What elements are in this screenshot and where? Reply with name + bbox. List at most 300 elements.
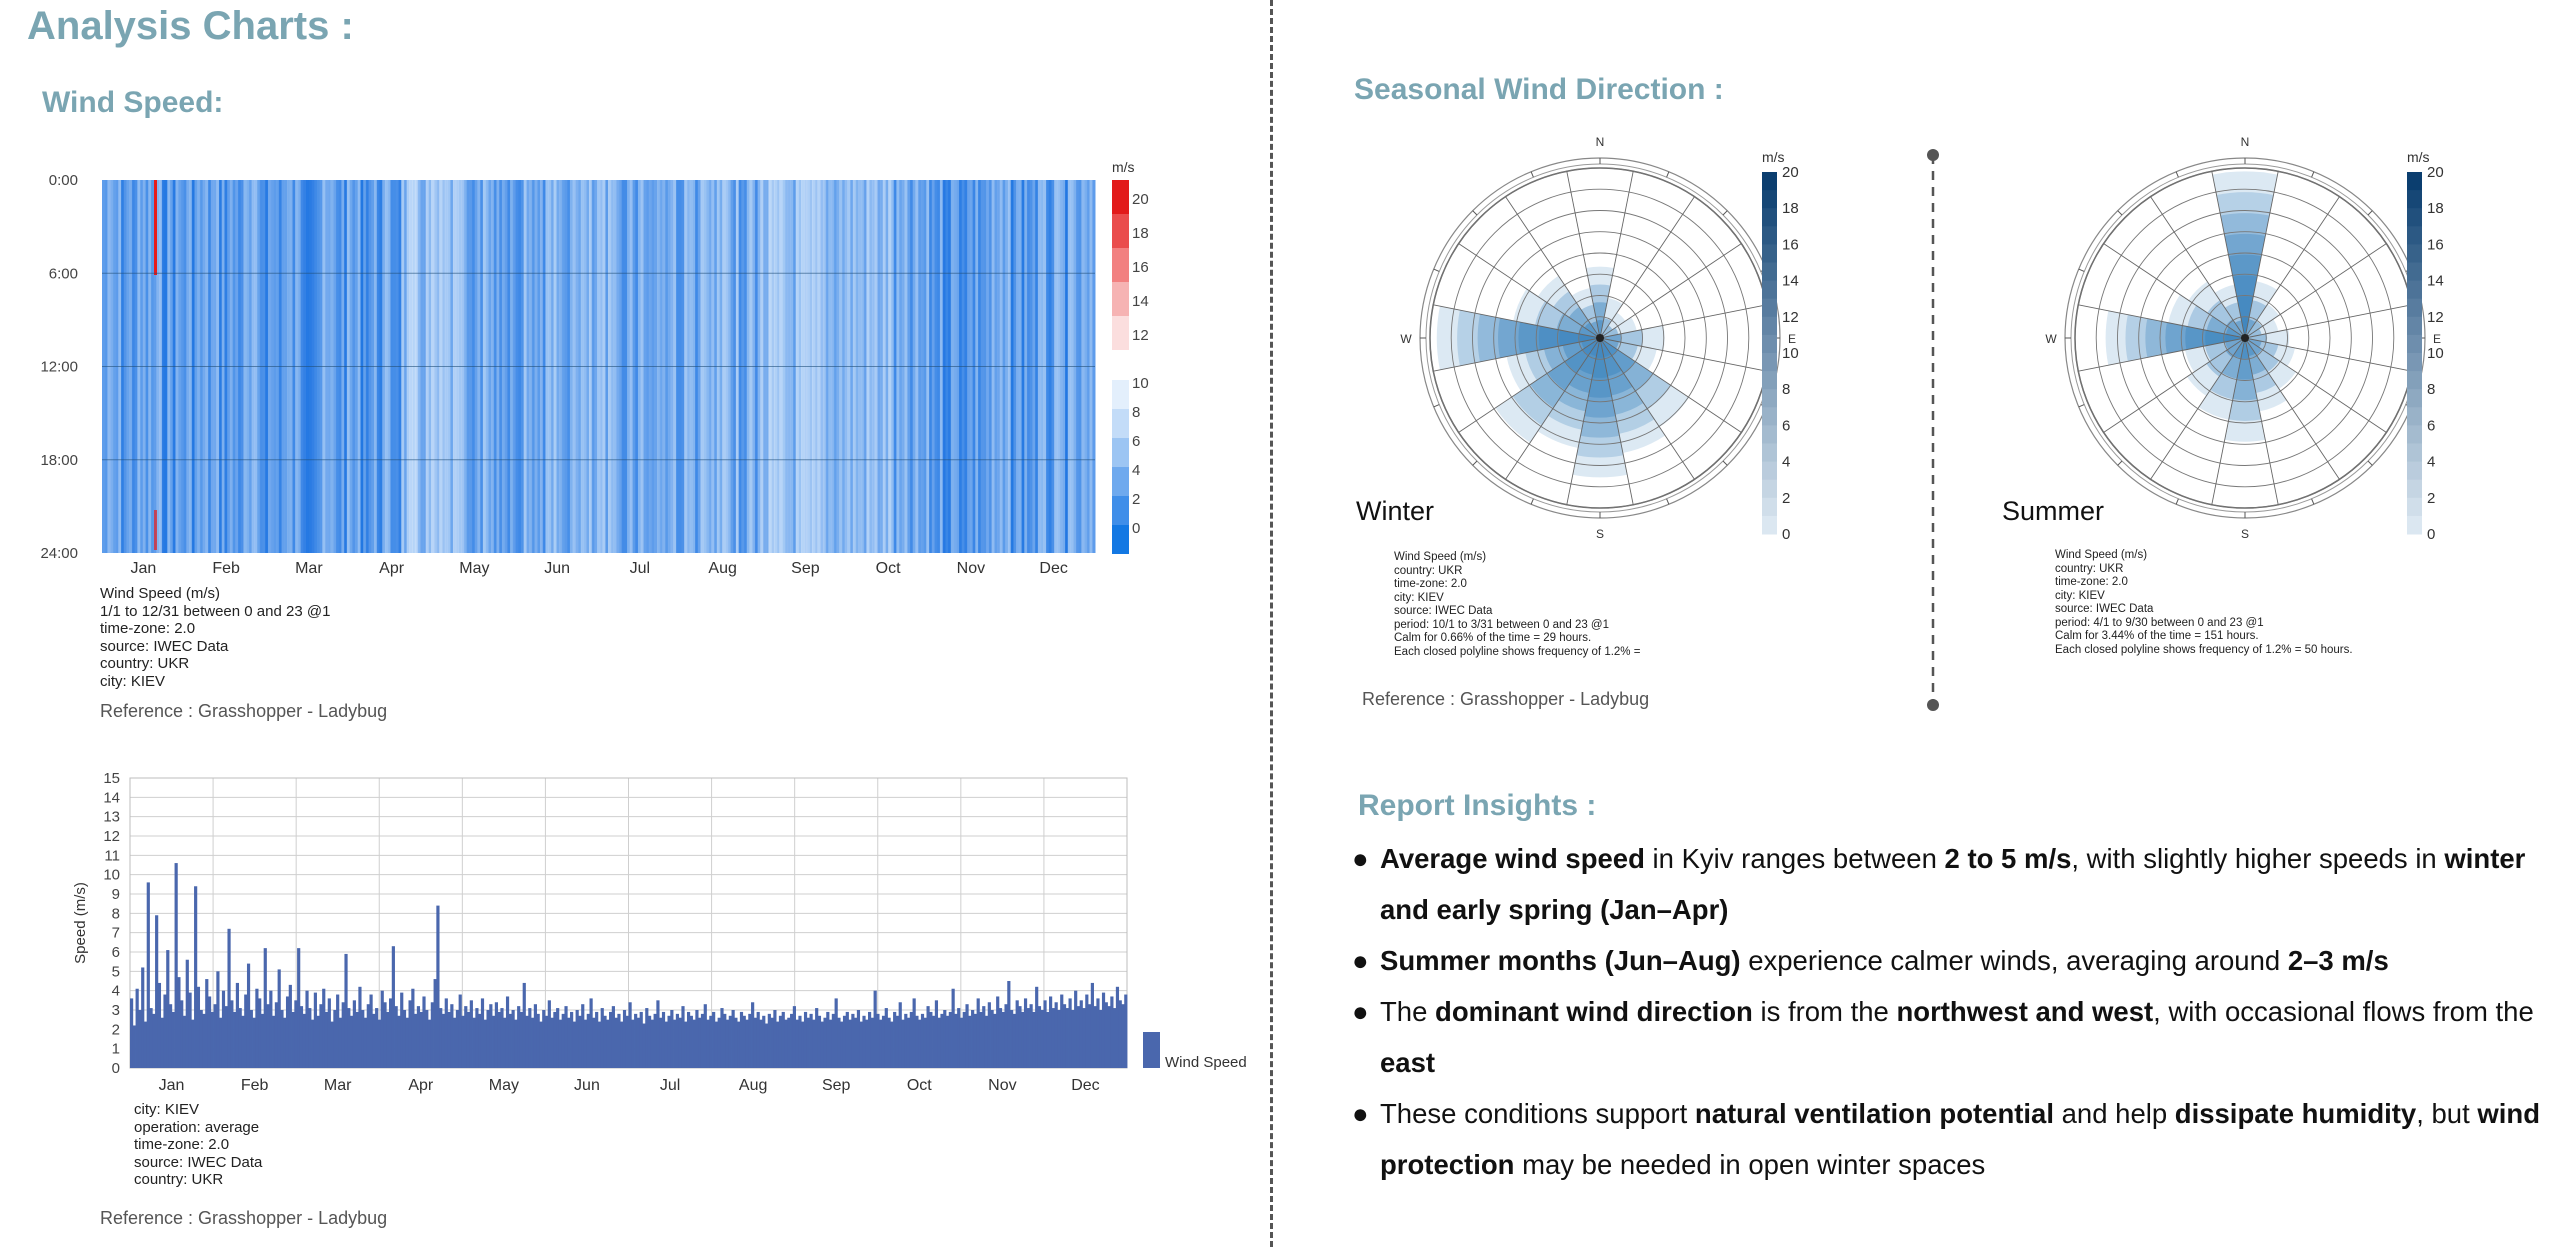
winter-meta-line: country: UKR (1394, 564, 1463, 577)
wind-speed-bar (1099, 1010, 1102, 1068)
rose-legend-label: 16 (2427, 236, 2444, 254)
rose-tick (2368, 211, 2372, 215)
wind-speed-bar (701, 1014, 704, 1068)
rose-legend-swatch (2407, 263, 2422, 282)
wind-speed-bar (247, 964, 250, 1068)
rose-legend-label: 18 (1782, 200, 1799, 218)
wind-speed-bar (573, 1022, 576, 1068)
wind-speed-bar (993, 1014, 996, 1068)
wind-speed-bar (1035, 987, 1038, 1068)
rose-legend-label: 2 (1782, 489, 1791, 507)
bar-y-tick: 14 (103, 789, 120, 807)
wind-speed-bar (965, 1004, 968, 1068)
rose-legend-swatch (2407, 389, 2422, 408)
wind-speed-bar (815, 1008, 818, 1068)
wind-speed-bar (411, 989, 414, 1068)
rose-legend-unit: m/s (2407, 149, 2430, 165)
wind-speed-bar (603, 1016, 606, 1068)
rose-tick (2312, 172, 2314, 178)
wind-speed-heading: Wind Speed: (42, 86, 224, 119)
wind-speed-bar (890, 1022, 893, 1068)
wind-speed-bar (918, 1020, 921, 1068)
rose-legend-swatch (2407, 407, 2422, 426)
heatmap-y-tick: 24:00 (40, 545, 78, 562)
wind-speed-bar (656, 1000, 659, 1068)
wind-speed-bar (1069, 998, 1072, 1068)
barchart-meta-line: time-zone: 2.0 (134, 1136, 230, 1153)
wind-speed-bar (1091, 983, 1094, 1068)
rose-legend-swatch (1762, 190, 1777, 209)
wind-speed-bar (734, 1018, 737, 1068)
rose-legend-label: 20 (1782, 164, 1799, 181)
page-title: Analysis Charts : (27, 4, 354, 48)
heatmap-y-tick: 6:00 (48, 265, 78, 283)
wind-speed-bar (684, 1022, 687, 1068)
rose-legend-label: 6 (2427, 417, 2436, 435)
wind-speed-bar (186, 960, 189, 1068)
rose-legend-swatch (1762, 389, 1777, 408)
wind-speed-bar (940, 1014, 943, 1068)
rose-compass-label: E (1787, 332, 1797, 346)
wind-speed-bar (673, 1020, 676, 1068)
wind-speed-bar (305, 991, 308, 1068)
wind-speed-bar (592, 1018, 595, 1068)
wind-speed-bar (720, 1008, 723, 1068)
wind-speed-bar (1113, 1008, 1116, 1068)
heatmap-legend-swatch (1112, 438, 1129, 467)
heatmap-x-tick: Nov (956, 560, 986, 577)
wind-speed-bar (681, 1006, 684, 1068)
wind-speed-bar (250, 1010, 253, 1068)
wind-speed-bar (344, 954, 347, 1068)
wind-speed-bar (155, 915, 158, 1068)
heatmap-x-tick: Apr (379, 560, 405, 577)
wind-speed-bar (166, 950, 169, 1068)
rose-legend-swatch (2407, 190, 2422, 209)
rose-legend-swatch (2407, 317, 2422, 336)
wind-speed-bar (389, 998, 392, 1068)
wind-speed-bar (1049, 996, 1052, 1068)
wind-speed-bar (486, 1010, 489, 1068)
heatmap-x-tick: Jun (544, 560, 571, 577)
rose-legend-label: 14 (2427, 272, 2444, 290)
wind-speed-bar (932, 1016, 935, 1068)
wind-speed-bar (1024, 998, 1027, 1068)
wind-speed-bar (740, 1012, 743, 1068)
wind-speed-heatmap (0, 150, 1200, 580)
rose-legend-swatch (1762, 263, 1777, 282)
insight-item (1352, 986, 2547, 1088)
wind-speed-bar (447, 1012, 450, 1068)
rose-tick (2118, 461, 2122, 465)
bar-y-tick: 7 (111, 924, 120, 942)
rose-tick (1667, 499, 1669, 505)
rose-legend-label: 0 (2427, 526, 2436, 543)
wind-speed-bar (325, 1012, 328, 1068)
wind-speed-bar (977, 998, 980, 1068)
summer-rose-meta (2055, 549, 2353, 657)
wind-speed-bar (662, 1012, 665, 1068)
wind-speed-bar (211, 1012, 214, 1068)
heatmap-x-tick: Oct (875, 560, 901, 577)
wind-speed-bar (1032, 1012, 1035, 1068)
rose-legend-swatch (2407, 299, 2422, 318)
rose-legend-swatch (1762, 516, 1777, 535)
wind-speed-bar (383, 1002, 386, 1068)
bar-y-axis-label: Speed (m/s) (72, 882, 89, 964)
rose-compass-label: W (2045, 332, 2057, 346)
wind-speed-bar (225, 1006, 228, 1068)
heatmap-legend-label: 18 (1132, 225, 1149, 242)
wind-speed-bar (676, 1014, 679, 1068)
heatmap-legend-label: 2 (1132, 491, 1141, 508)
wind-speed-bar (358, 987, 361, 1068)
wind-speed-bar (857, 1010, 860, 1068)
wind-speed-bar (141, 967, 144, 1068)
rose-tick (1473, 211, 1477, 215)
bar-legend-swatch (1143, 1032, 1160, 1068)
wind-speed-bar (339, 1018, 342, 1068)
wind-speed-bar (275, 1002, 278, 1068)
rose-legend-label: 8 (1782, 381, 1791, 399)
bar-y-tick: 3 (111, 1002, 120, 1019)
wind-speed-bar (776, 1022, 779, 1068)
summer-meta-line: source: IWEC Data (2055, 603, 2154, 615)
wind-speed-bar (436, 906, 439, 1068)
wind-speed-bar (537, 1014, 540, 1068)
wind-speed-bar (492, 1016, 495, 1068)
wind-speed-bar (779, 1016, 782, 1068)
summer-meta-line: Calm for 3.44% of the time = 151 hours. (2055, 630, 2259, 642)
wind-speed-bar (216, 971, 219, 1068)
bar-y-tick: 12 (103, 828, 120, 845)
rose-legend-label: 14 (1782, 272, 1799, 290)
wind-speed-bar (629, 1002, 632, 1068)
wind-speed-bar (590, 998, 593, 1068)
wind-speed-bar (946, 1016, 949, 1068)
wind-speed-bar (578, 1016, 581, 1068)
bar-y-tick: 2 (111, 1021, 120, 1039)
bullet-icon: ● (1352, 1098, 1369, 1129)
wind-speed-bar (860, 1022, 863, 1068)
wind-speed-bar (1074, 991, 1077, 1068)
rose-separator-dot-bottom (1927, 699, 1939, 711)
rose-legend-swatch (1762, 208, 1777, 227)
rose-tick (1531, 499, 1533, 505)
wind-speed-bar (595, 1012, 598, 1068)
rose-separator-dot-top (1927, 149, 1939, 161)
wind-speed-bar (294, 1000, 297, 1068)
rose-legend-swatch (1762, 172, 1777, 191)
bullet-icon: ● (1352, 843, 1369, 874)
wind-speed-bar (328, 998, 331, 1068)
rose-tick (1531, 172, 1533, 178)
wind-speed-bar (751, 1002, 754, 1068)
heatmap-meta-line: city: KIEV (100, 672, 166, 690)
wind-speed-bar (1082, 1008, 1085, 1068)
wind-speed-bar (163, 995, 166, 1068)
rose-legend-label: 8 (2427, 381, 2436, 399)
wind-speed-bar (1041, 1010, 1044, 1068)
wind-speed-bar (843, 1016, 846, 1068)
wind-speed-bar (985, 1016, 988, 1068)
rose-center (1596, 334, 1604, 342)
insight-text: , with slightly higher speeds in (2071, 843, 2445, 874)
wind-speed-bar (868, 1012, 871, 1068)
wind-speed-bar (952, 989, 955, 1068)
rose-legend-swatch (1762, 317, 1777, 336)
barchart-meta (134, 1101, 262, 1189)
wind-speed-bar (737, 1022, 740, 1068)
wind-speed-bar (871, 1018, 874, 1068)
wind-speed-bar (311, 1020, 314, 1068)
bar-y-tick: 8 (111, 905, 120, 923)
heatmap-x-tick: Jul (629, 560, 651, 577)
wind-speed-bar (679, 1018, 682, 1068)
wind-speed-bar (180, 1000, 183, 1068)
wind-speed-bar (200, 1010, 203, 1068)
wind-speed-bar (208, 996, 211, 1068)
winter-rose-reference: Reference : Grasshopper - Ladybug (1362, 689, 1650, 709)
wind-speed-bar (1010, 1010, 1013, 1068)
wind-speed-bar (695, 1010, 698, 1068)
insight-item (1352, 1088, 2547, 1190)
rose-legend-label: 12 (2427, 308, 2444, 326)
wind-speed-bar (403, 1010, 406, 1068)
wind-speed-bar (979, 1012, 982, 1068)
heatmap-legend-label: 10 (1132, 375, 1149, 392)
wind-speed-bar (670, 1010, 673, 1068)
wind-speed-bar (938, 1018, 941, 1068)
wind-speed-bar (637, 1018, 640, 1068)
wind-speed-bar (350, 1016, 353, 1068)
heatmap-x-tick: Mar (295, 560, 323, 577)
wind-speed-bar (765, 1024, 768, 1068)
wind-speed-bar (718, 1018, 721, 1068)
wind-speed-bar (372, 1014, 375, 1068)
wind-speed-bar (464, 1006, 467, 1068)
wind-speed-bar (1027, 1008, 1030, 1068)
wind-speed-bar (1066, 1008, 1069, 1068)
wind-speed-bar (640, 1012, 643, 1068)
wind-speed-bar (1046, 1012, 1049, 1068)
wind-speed-bar (314, 993, 317, 1068)
rose-tick (1667, 172, 1669, 178)
wind-speed-bar (826, 1012, 829, 1068)
wind-speed-bar (615, 1018, 618, 1068)
wind-speed-bar (222, 991, 225, 1068)
wind-speed-bar (693, 1020, 696, 1068)
rose-compass-label: N (2240, 135, 2250, 149)
wind-speed-bar (617, 1014, 620, 1068)
heatmap-x-tick: Aug (708, 560, 737, 577)
wind-speed-bar (971, 1010, 974, 1068)
wind-speed-bar (581, 1004, 584, 1068)
wind-speed-bar (910, 1012, 913, 1068)
wind-speed-bar (690, 1016, 693, 1068)
wind-speed-bar (1077, 1006, 1080, 1068)
wind-speed-bar (241, 1016, 244, 1068)
rose-tick (1723, 211, 1727, 215)
rose-legend-swatch (2407, 462, 2422, 481)
wind-speed-bar (161, 1018, 164, 1068)
wind-speed-bar (598, 1022, 601, 1068)
winter-rose-meta (1394, 551, 1640, 659)
heatmap-meta-line: Wind Speed (m/s) (100, 585, 221, 602)
wind-speed-bar (475, 1008, 478, 1068)
wind-speed-bar (392, 946, 395, 1068)
wind-speed-bar (1021, 1012, 1024, 1068)
bar-y-tick: 0 (111, 1060, 120, 1077)
insight-text: dissipate humidity (2174, 1098, 2417, 1129)
wind-speed-bar (459, 995, 462, 1068)
heatmap-legend-unit: m/s (1112, 159, 1135, 175)
wind-speed-bar (576, 1010, 579, 1068)
wind-speed-bar (1013, 1014, 1016, 1068)
wind-speed-bar (136, 989, 139, 1068)
insight-text: 2–3 m/s (2287, 945, 2389, 976)
wind-speed-bar (1052, 1008, 1055, 1068)
wind-speed-bar (551, 1018, 554, 1068)
summer-meta-line: period: 4/1 to 9/30 between 0 and 23 @1 (2055, 616, 2264, 629)
wind-speed-bar (832, 1014, 835, 1068)
insight-text: winter and early spring (Jan–Apr) (1380, 843, 2526, 925)
wind-speed-bar (428, 1020, 431, 1068)
wind-speed-bar (495, 1002, 498, 1068)
wind-speed-bar (584, 1020, 587, 1068)
wind-speed-bar (810, 1014, 813, 1068)
wind-speed-bar (768, 1014, 771, 1068)
rose-legend-label: 0 (1782, 526, 1791, 543)
wind-speed-bar (849, 1020, 852, 1068)
wind-speed-bar (253, 1018, 256, 1068)
rose-legend-label: 18 (2427, 200, 2444, 218)
winter-wind-rose (1400, 130, 1835, 550)
wind-speed-bar (835, 998, 838, 1068)
wind-speed-bar (840, 1022, 843, 1068)
rose-legend-swatch (1762, 226, 1777, 245)
wind-speed-bar (202, 1014, 205, 1068)
heatmap-x-tick: May (459, 560, 490, 577)
wind-speed-bar (545, 1016, 548, 1068)
wind-speed-bar (1055, 1002, 1058, 1068)
insight-text: and help (2053, 1098, 2175, 1129)
wind-speed-bar (921, 1014, 924, 1068)
winter-meta-line: Each closed polyline shows frequency of 1.2% = (1394, 645, 1641, 658)
wind-speed-bar (1038, 1006, 1041, 1068)
wind-speed-bar (787, 1018, 790, 1068)
winter-meta-line: period: 10/1 to 3/31 between 0 and 23 @1 (1394, 618, 1610, 631)
barchart-meta-line: country: UKR (134, 1171, 224, 1188)
bar-y-tick: 13 (103, 808, 120, 826)
rose-tick (1434, 405, 1440, 407)
wind-speed-bar (1071, 1010, 1074, 1068)
wind-speed-bar (478, 1014, 481, 1068)
wind-speed-bar (935, 1000, 938, 1068)
rose-legend-label: 12 (1782, 308, 1799, 326)
rose-tick (2176, 499, 2178, 505)
rose-tick (2079, 269, 2085, 271)
barchart-meta-line: source: IWEC Data (134, 1153, 263, 1171)
wind-speed-bar (395, 1006, 398, 1068)
bullet-icon: ● (1352, 945, 1369, 976)
center-divider (1270, 0, 1273, 1247)
insight-text: These conditions support (1380, 1098, 1695, 1129)
wind-speed-bar (1016, 1000, 1019, 1068)
wind-speed-bar (158, 983, 161, 1068)
rose-legend-label: 20 (2427, 164, 2444, 181)
wind-speed-bar (144, 1022, 147, 1068)
rose-tick (1723, 461, 1727, 465)
rose-legend-label: 10 (2427, 345, 2444, 362)
wind-speed-bar (885, 1008, 888, 1068)
wind-speed-bar (745, 1020, 748, 1068)
wind-speed-bar (525, 1016, 528, 1068)
wind-speed-bar (289, 985, 292, 1068)
rose-legend-swatch (2407, 353, 2422, 372)
heatmap-legend-swatch (1112, 248, 1129, 282)
bar-y-tick: 11 (104, 847, 120, 865)
wind-speed-bar (523, 983, 526, 1068)
wind-speed-bar (854, 1018, 857, 1068)
wind-speed-bar (1057, 1010, 1060, 1068)
wind-speed-bar (667, 1016, 670, 1068)
rose-legend-swatch (2407, 516, 2422, 535)
heatmap-meta-line: time-zone: 2.0 (100, 620, 196, 637)
wind-speed-bar (706, 1020, 709, 1068)
wind-speed-bar (715, 1022, 718, 1068)
wind-speed-bar (665, 1022, 668, 1068)
rose-legend-label: 4 (2427, 453, 2436, 471)
wind-speed-bar (821, 1022, 824, 1068)
heatmap-legend-label: 12 (1132, 327, 1149, 344)
wind-speed-bar (915, 1016, 918, 1068)
wind-speed-bar (924, 1018, 927, 1068)
bar-x-tick: Mar (323, 1077, 352, 1094)
wind-speed-bar (397, 1016, 400, 1068)
rose-legend-unit: m/s (1762, 149, 1785, 165)
insight-text: is from the (1752, 996, 1897, 1027)
wind-speed-bar (907, 1018, 910, 1068)
wind-speed-bar (308, 1008, 311, 1068)
wind-speed-bar (528, 1008, 531, 1068)
rose-legend-swatch (1762, 462, 1777, 481)
wind-speed-bar (782, 1012, 785, 1068)
wind-speed-bar (531, 1018, 534, 1068)
wind-speed-bar (509, 1014, 512, 1068)
rose-legend-swatch (1762, 244, 1777, 263)
wind-speed-bar (431, 1002, 434, 1068)
wind-speed-bar (456, 1010, 459, 1068)
wind-speed-bar (762, 1016, 765, 1068)
wind-speed-bar (269, 991, 272, 1068)
wind-speed-bar (904, 1014, 907, 1068)
wind-speed-bar (420, 1012, 423, 1068)
wind-speed-bar (1030, 1004, 1033, 1068)
bar-x-tick: Nov (988, 1077, 1017, 1094)
summer-meta-line: country: UKR (2055, 562, 2124, 575)
wind-speed-bar (461, 1016, 464, 1068)
bar-x-tick: Feb (240, 1077, 269, 1094)
rose-legend-swatch (2407, 335, 2422, 354)
wind-speed-bar (503, 1018, 506, 1068)
wind-speed-bar (963, 1012, 966, 1068)
summer-meta-line: Each closed polyline shows frequency of 1.2% = 50 hours. (2055, 643, 2353, 656)
rose-compass-label: N (1595, 135, 1605, 149)
rose-legend-swatch (2407, 281, 2422, 300)
wind-speed-bar (520, 1012, 523, 1068)
wind-speed-bar (807, 1018, 810, 1068)
